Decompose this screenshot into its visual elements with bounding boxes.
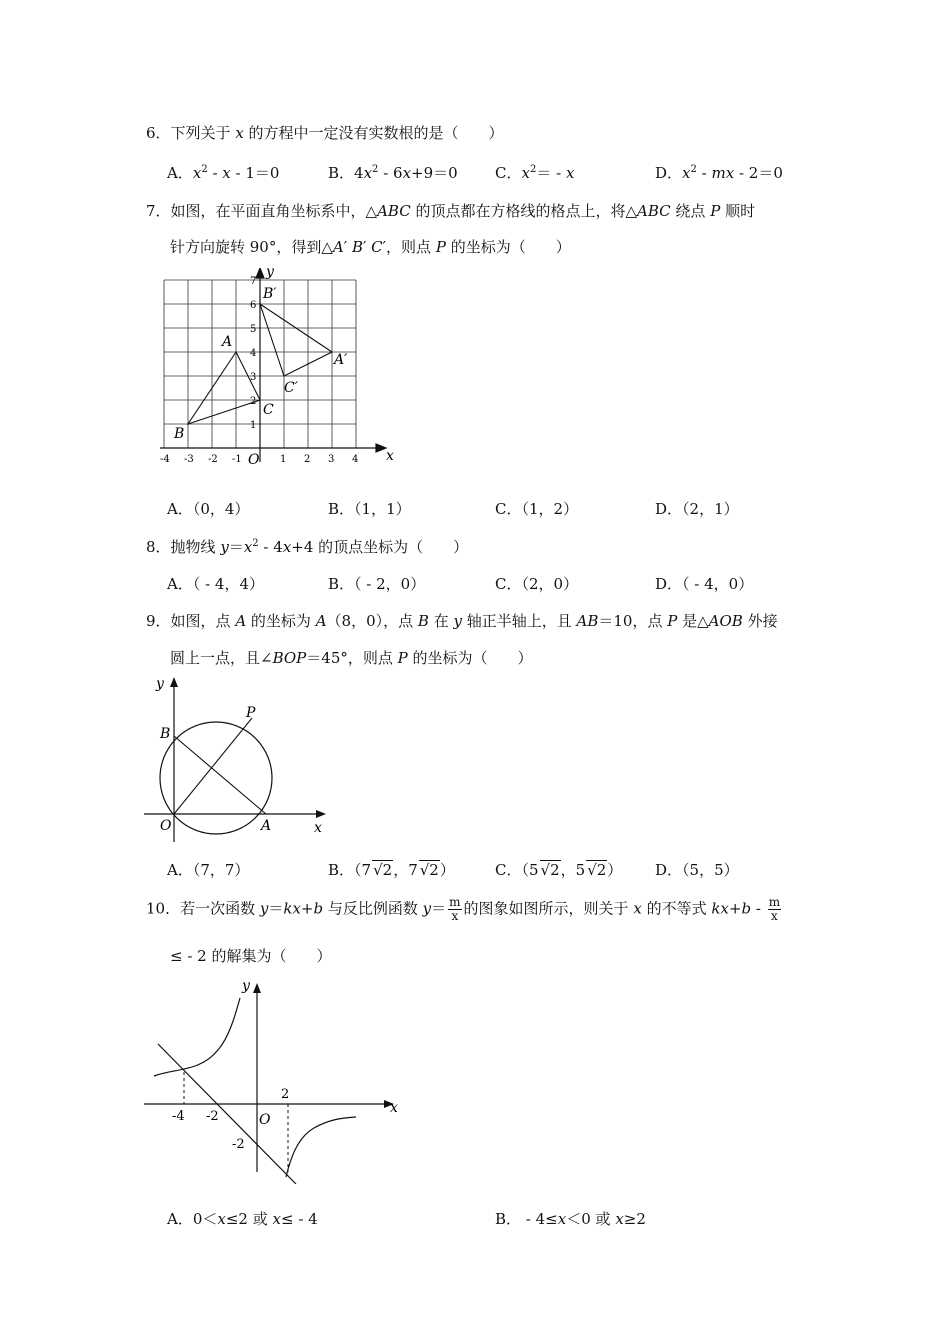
q7-triangle-abc-prime <box>260 304 332 376</box>
q10-label-2: 2 <box>281 1087 290 1102</box>
q7-triangle-abc <box>188 352 260 424</box>
q7-y-arrow <box>256 268 264 278</box>
q9-segment-ba <box>174 736 266 814</box>
q8-option-d[interactable]: D．（ - 4，0） <box>655 575 754 593</box>
q8-option-b[interactable]: B．（ - 2，0） <box>328 575 426 593</box>
q9-y-arrow <box>170 677 178 687</box>
q7-x-tick-label: 4 <box>352 454 359 465</box>
q9-axis-y-label: y <box>156 676 164 692</box>
q7-y-tick-label: 6 <box>250 300 257 311</box>
q10-y-arrow <box>253 983 261 993</box>
q10-hyperbola-left-branch <box>154 998 240 1076</box>
q7-x-tick-label: -4 <box>160 454 170 465</box>
q9-circle-figure <box>140 672 340 842</box>
q9-axis-x-label: x <box>314 820 322 836</box>
q6-stem: 6．下列关于 x 的方程中一定没有实数根的是（ ） <box>146 124 504 142</box>
q7-y-tick-label: 7 <box>250 276 257 287</box>
q10-stem-line1: 10．若一次函数 y＝kx+b 与反比例函数 y＝ $\frac{m}{x}$ 的图象如图所示，则关于 x 的不等式 kx+b - $\frac{m}{x}$ <box>146 895 781 923</box>
q6-option-c[interactable]: C．$x^2= - x$ <box>495 164 575 182</box>
q9-stem-line1: 9．如图，点 A 的坐标为 A（8，0），点 B 在 y 轴正半轴上，且 AB＝10，点 P 是△AOB 外接 <box>146 612 778 630</box>
q7-x-tick-label: 3 <box>328 454 335 465</box>
q8-stem: 8．抛物线 $y=x^2 - 4x+4$ 的顶点坐标为（ ） <box>146 538 469 556</box>
q10-hyperbola-right-branch <box>286 1117 356 1177</box>
q9-x-arrow <box>316 810 326 818</box>
q7-axis-y-label: y <box>266 268 274 280</box>
q10-stem-line2: ≤ - 2 的解集为（ ） <box>170 947 332 965</box>
q9-option-a[interactable]: A．（7，7） <box>167 861 250 879</box>
q10-option-a[interactable]: A．0＜x≤2 或 x≤ - 4 <box>167 1210 318 1228</box>
q7-stem-line2: 针方向旋转 90°，得到△A′ B′ C′，则点 P 的坐标为（ ） <box>170 238 571 256</box>
q9-point-p-label: P <box>246 705 256 721</box>
q6-option-a[interactable]: A．$x^2 - x - 1=0$ <box>167 164 280 182</box>
q7-origin-label: O <box>248 452 260 468</box>
q7-option-c[interactable]: C．（1，2） <box>495 500 579 518</box>
q7-option-b[interactable]: B．（1，1） <box>328 500 411 518</box>
q7-y-tick-label: 2 <box>250 396 257 407</box>
q7-axis-x-label: x <box>386 448 394 464</box>
q7-y-tick-label: 1 <box>250 420 257 431</box>
q9-option-b[interactable]: B．（7 √2，7 √2） <box>328 861 455 879</box>
q7-point-label-b-prime: B′ <box>263 286 277 302</box>
q10-label-neg4: -4 <box>172 1109 185 1124</box>
q7-option-a[interactable]: A．（0，4） <box>167 500 250 518</box>
q8-option-c[interactable]: C．（2，0） <box>495 575 579 593</box>
q10-label-neg2-x: -2 <box>206 1109 219 1124</box>
q7-x-tick-label: 2 <box>304 454 311 465</box>
q7-point-label-c-prime: C′ <box>284 380 298 396</box>
q6-option-b[interactable]: B．$4x^2 - 6x+9=0$ <box>328 164 458 182</box>
q7-x-arrow <box>376 444 386 452</box>
q9-origin-label: O <box>160 818 172 834</box>
q6-option-d[interactable]: D．$x^2$ - mx - 2＝0 <box>655 164 783 182</box>
q10-axis-y-label: y <box>242 978 250 994</box>
q7-point-label-c: C <box>263 402 274 418</box>
q9-stem-line2: 圆上一点，且∠BOP＝45°，则点 P 的坐标为（ ） <box>170 649 533 667</box>
q7-y-tick-label: 5 <box>250 324 257 335</box>
q7-y-tick-label: 4 <box>250 348 257 359</box>
q8-option-a[interactable]: A．（ - 4，4） <box>167 575 265 593</box>
q7-point-label-b: B <box>174 426 185 442</box>
q10-origin-label: O <box>259 1112 271 1128</box>
q9-option-d[interactable]: D．（5，5） <box>655 861 739 879</box>
q7-x-tick-label: 1 <box>280 454 287 465</box>
q9-segment-op <box>174 718 252 814</box>
q9-point-a-label: A <box>261 818 272 834</box>
q10-graph-figure <box>140 972 410 1184</box>
q10-option-b[interactable]: B． - 4≤x＜0 或 x≥2 <box>495 1210 646 1228</box>
q7-stem-line1: 7．如图，在平面直角坐标系中，△ABC 的顶点都在方格线的格点上，将△ABC 绕点 P 顺时 <box>146 202 756 220</box>
q9-option-c[interactable]: C．（5 √2，5 √2） <box>495 861 623 879</box>
q10-axis-x-label: x <box>390 1100 398 1116</box>
q7-grid-figure <box>140 268 400 478</box>
q9-point-b-label: B <box>160 726 171 742</box>
q7-point-label-a: A <box>222 334 233 350</box>
q7-point-label-a-prime: A′ <box>334 352 348 368</box>
q7-x-tick-label: -1 <box>232 454 242 465</box>
q7-x-tick-label: -2 <box>208 454 218 465</box>
q7-x-tick-label: -3 <box>184 454 194 465</box>
q10-label-neg2-y: -2 <box>232 1137 245 1152</box>
q7-y-tick-label: 3 <box>250 372 257 383</box>
q7-option-d[interactable]: D．（2，1） <box>655 500 739 518</box>
